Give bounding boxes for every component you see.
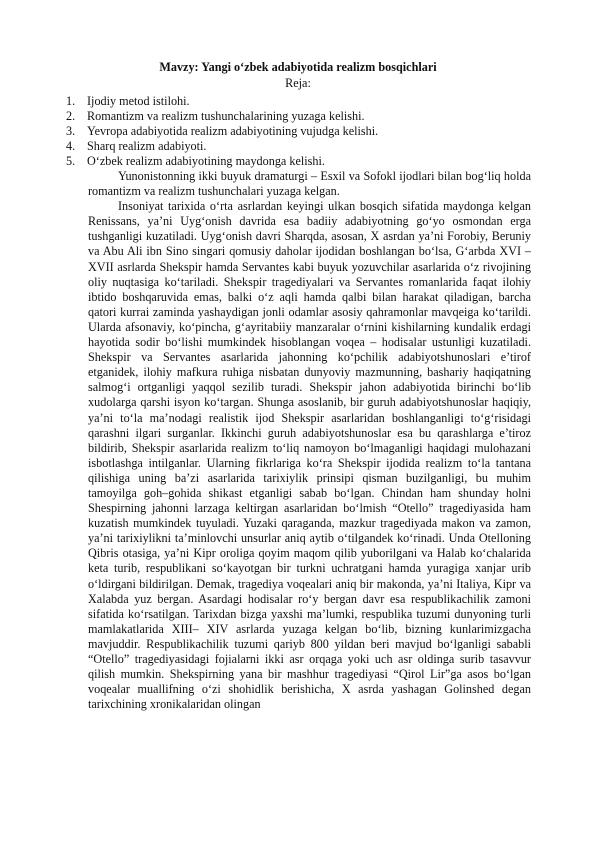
plan-item-text: Sharq realizm adabiyoti. <box>87 139 207 154</box>
plan-item <box>66 109 378 124</box>
paragraph: Insoniyat tarixida o‘rta asrlardan keyingi ulkan bosqich sifatida maydonga kelgan Renissans, ya’ni Uyg‘onish davrida esa badiiy adabiyotning go‘yo osmondan erga tushganligi kuzatiladi. Uyg‘onish davri Sharqda, asosan, X asrdan ya’ni Forobiy, Beruniy va Abu Ali ibn Sino singari qomusiy daholar ijodidan boshlangan bo‘lsa, G‘arbda XVI – XVII asrlarda Shekspir hamda Servantes kabi buyuk yozuvchilar asarlarida o‘z rivojining oliy nuqtasiga ko‘tariladi. Shekspir tragediyalari va Servantes romanlarida faqat ilohiy ibtido boshqaruvida emas, balki o‘z aqli hamda qalbi bilan harakat qiladigan, barcha qatori kurrai zaminda yashaydigan jonli odamlar asosiy qahramonlar mavqeiga ko‘tarildi. Ularda afsonaviy, ko‘pincha, g‘ayritabiiy manzaralar o‘rnini kishilarning kundalik erdagi hayotida sodir bo‘lishi mumkindek hisoblangan voqea – hodisalar ustunligi kuzatiladi. Shekspir va Servantes asarlarida jahonning ko‘pchilik adabiyotshunoslari e’tirof etganidek, ilohiy mafkura ruhiga nisbatan dunyoviy mazmunning, bashariy haqiqatning salmog‘i ortganligi yaqqol sezilib turadi. Shekspir jahon adabiyotida birinchi bo‘lib xudolarga qarshi isyon ko‘targan. Shunga asoslanib, bir guruh adabiyotshunoslar haqiqiy, ya’ni to‘la ma’nodagi realistik ijod Shekspir asarlaridan boshlanganligi to‘g‘risidagi qarashni ilgari surganlar. Ikkinchi guruh adabiyotshunoslar esa bu qarashlarga e’tiroz bildirib, Shekspir asarlarida realizm to‘liq namoyon bo‘lmaganligi haqidagi mulohazani isbotlashga intilganlar. Ularning fikrlariga ko‘ra Shekspir ijodida realizm to‘la tantana qilishiga uning ba’zi asarlarida tarixiylik prinsipi qisman buzilganligi, bu muhim tamoyilga goh–gohida shikast etganligi sabab bo‘lgan. Chindan ham shunday holni Shespirning jahonni larzaga keltirgan asarlaridan bo‘lmish “Otello” tragediyasida ham kuzatish mumkindek tuyuladi. Yuzaki qaraganda, mazkur tragediyada makon va zamon, ya’ni tarixiylikni ta’minlovchi unsurlar aniq aytib o‘tilgandek ko‘rinadi. Unda Otelloning Qibris otasiga, ya’ni Kipr oroliga qoyim maqom qilib yuborilgani va Halab ko‘chalarida keta turib, respublikani so‘kayotgan bir turkni uchratgani hamda yuragiga xanjar urib o‘ldirgani bildirilgan. Demak, tragediya voqealari aniq bir makonda, ya’ni Italiya, Kipr va Xalabda yuz bergan. Asardagi hodisalar ro‘y bergan davr esa respublikachilik zamoni sifatida ko‘rsatilgan. Tarixdan bizga yaxshi ma’lumki, respublika tuzumi dunyoning turli mamlakatlarida XIII– XIV asrlarda yuzaga kelgan bo‘lib, bizning kunlarimizgacha mavjuddir. Respublikachilik tuzumi qariyb 800 yildan beri mavjud bo‘lganligi sababli “Otello” tragediyasidagi fojialarni ikki asr orqaga yoki uch asr oldinga surib tasavvur qilish mumkin. Shekspirning yana bir mashhur tragediyasi “Qirol Lir”ga asos bo‘lgan voqealar muallifning o‘zi shohidlik berishicha, X asrda yashagan Golinshed degan tarixchining xronikalaridan olingan <box>88 199 531 712</box>
plan-item-number: 1. <box>66 94 76 108</box>
plan-list <box>66 94 378 169</box>
plan-item-text: Ijodiy metod istilohi. <box>87 94 190 108</box>
plan-item-number: 4. <box>66 139 76 154</box>
plan-item <box>66 154 378 169</box>
page-title: Mavzy: Yangi o‘zbek adabiyotida realizm bosqichlari <box>159 60 437 74</box>
plan-item-number: 3. <box>66 124 76 139</box>
body-text <box>88 169 531 712</box>
plan-item-text: Romantizm va realizm tushunchalarining yuzaga kelishi. <box>87 109 365 124</box>
plan-item-text: Yevropa adabiyotida realizm adabiyotining vujudga kelishi. <box>87 124 379 139</box>
plan-item-number: 2. <box>66 109 76 124</box>
plan-item <box>66 94 378 109</box>
plan-item-number: 5. <box>66 154 76 169</box>
plan-heading: Reja: <box>285 76 311 90</box>
paragraph: Yunonistonning ikki buyuk dramaturgi – Esxil va Sofokl ijodlari bilan bog‘liq holda romantizm va realizm tushunchalari yuzaga kelgan. <box>88 169 531 199</box>
plan-item-text: O‘zbek realizm adabiyotining maydonga kelishi. <box>87 154 325 169</box>
plan-item <box>66 124 378 139</box>
plan-item <box>66 139 378 154</box>
